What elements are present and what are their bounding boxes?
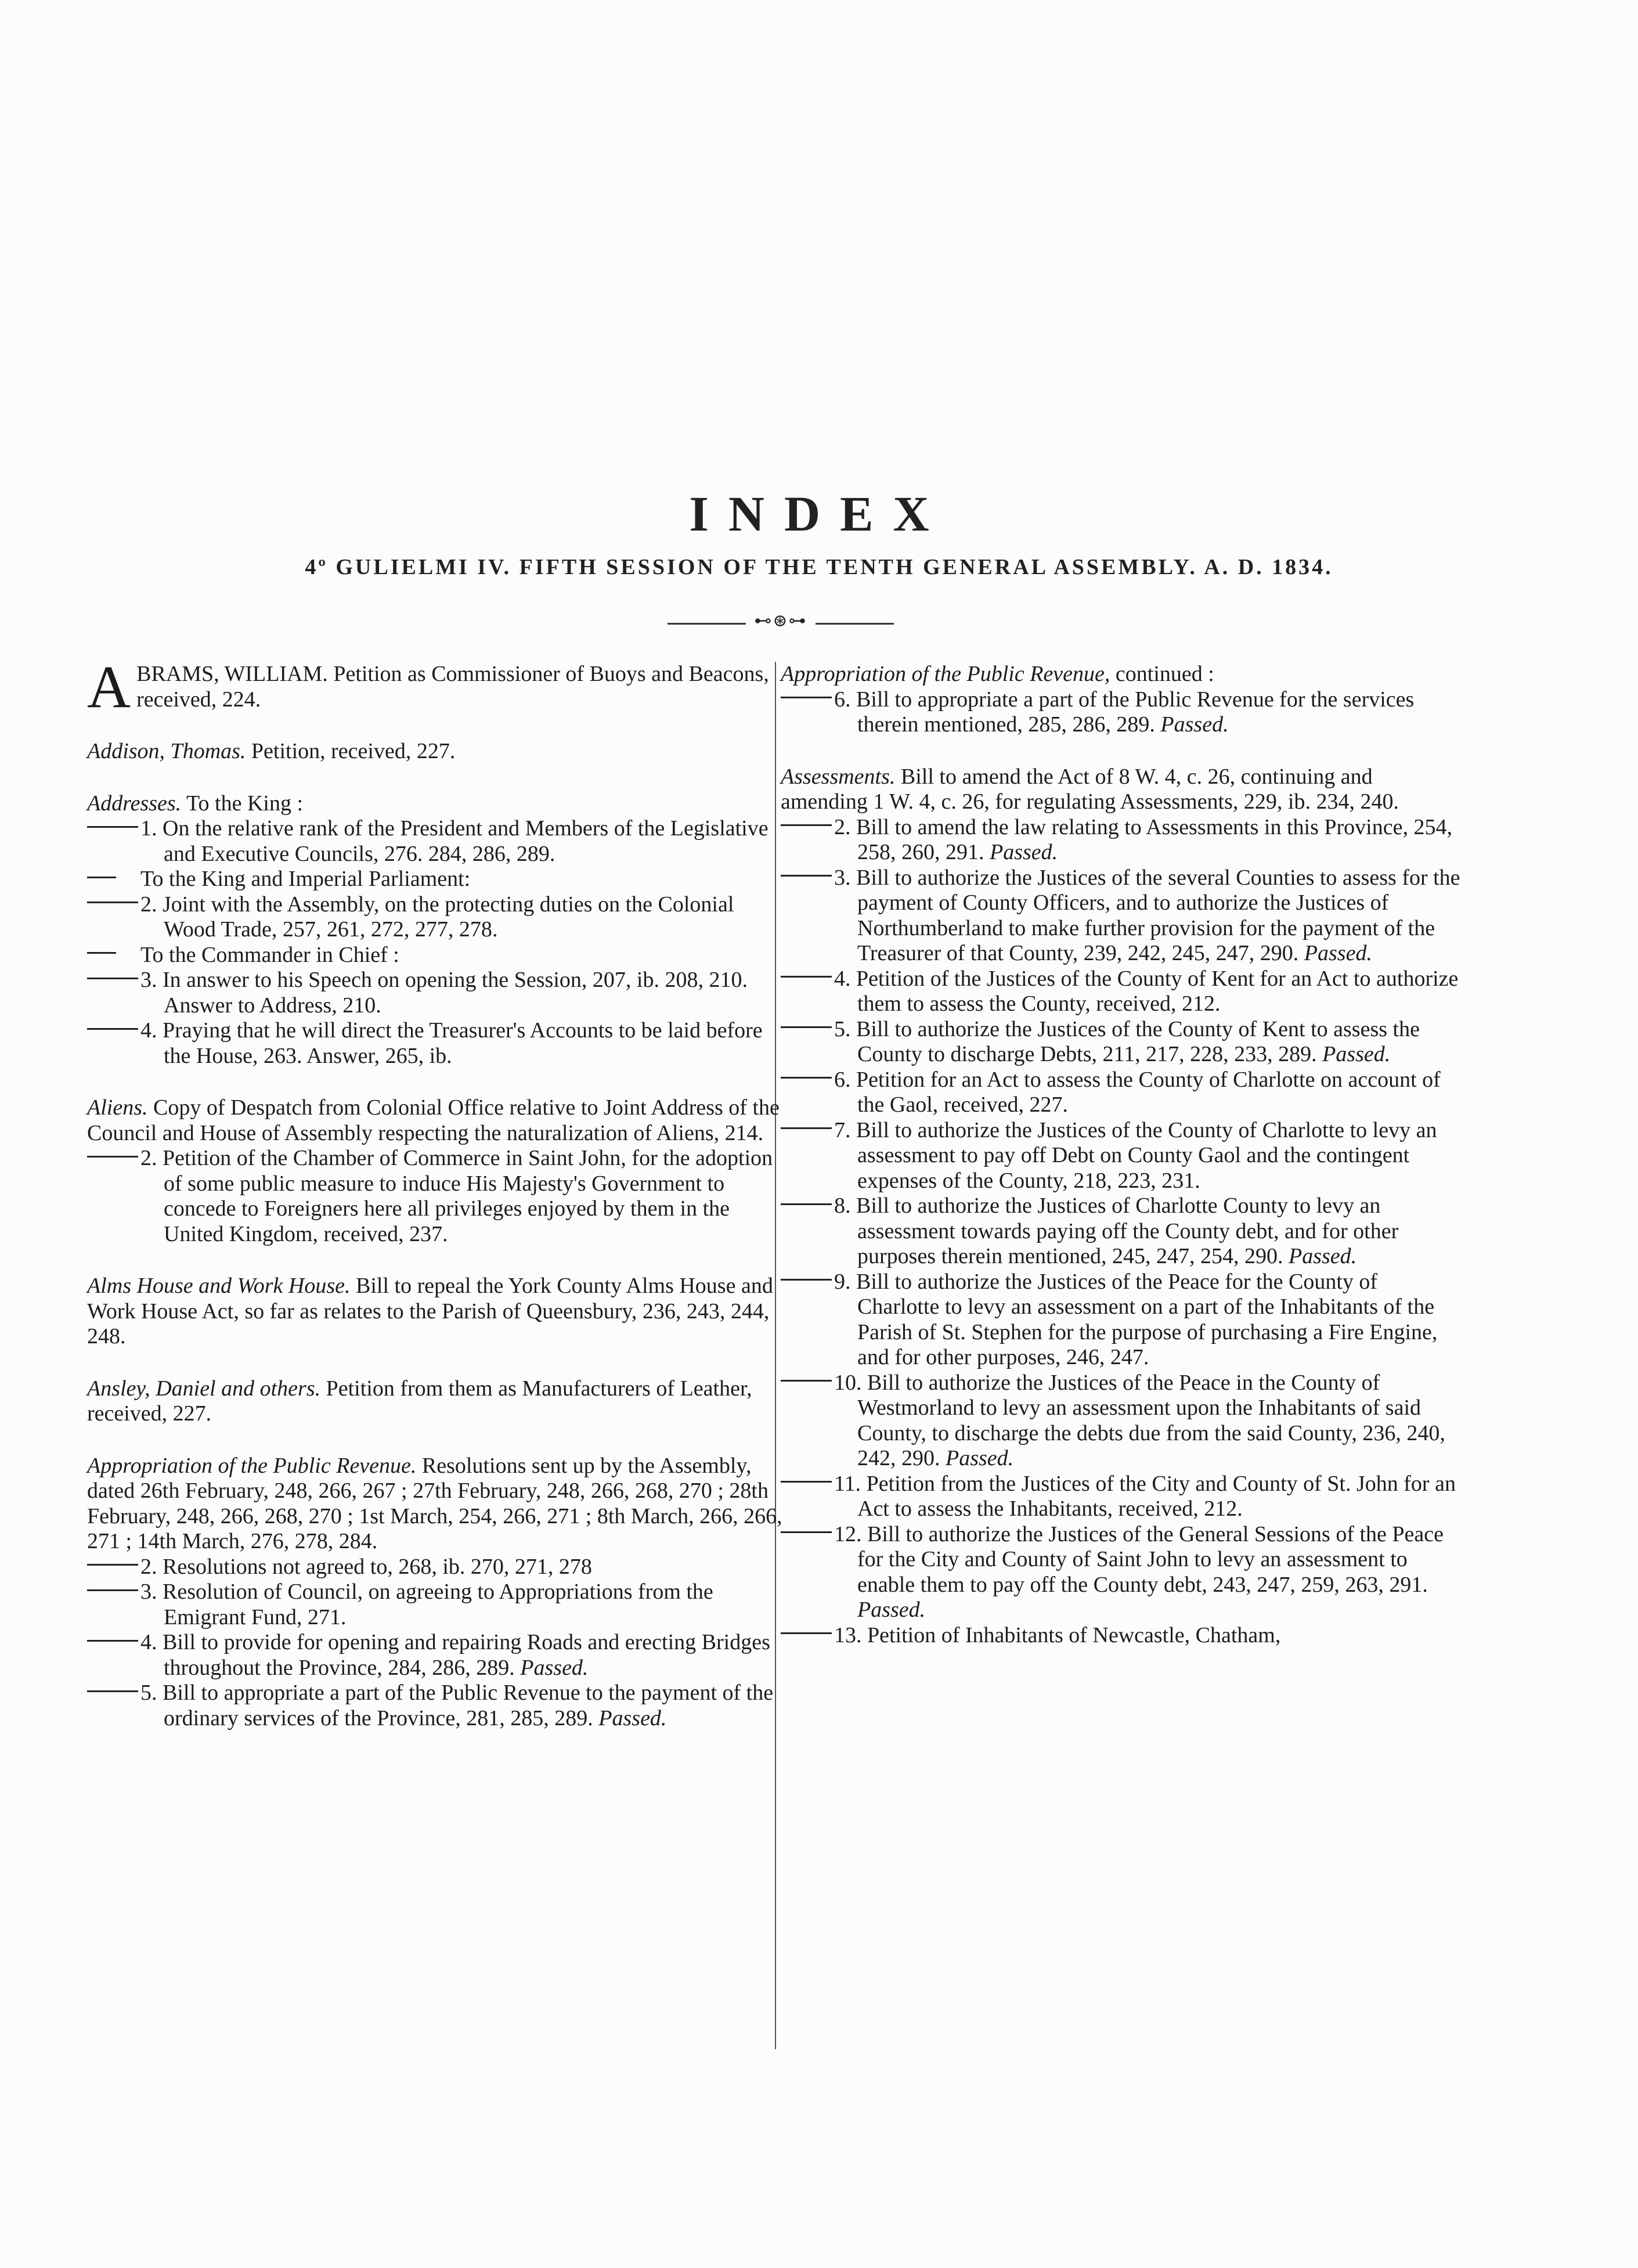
page-subtitle: 4º GULIELMI IV. FIFTH SESSION OF THE TENTH GENERAL ASSEMBLY. A. D. 1834.	[305, 555, 1333, 579]
entry-ansley	[87, 1376, 786, 1427]
sub-item: 13. Petition of Inhabitants of Newcastle, Chatham,	[781, 1623, 1463, 1649]
entry-heading: Appropriation of the Public Revenue,	[781, 662, 1110, 686]
entry-text: To the King :	[181, 791, 304, 816]
sub-item: 6. Bill to appropriate a part of the Public Revenue for the services therein mentioned, 285, 286, 289. Passed.	[781, 687, 1463, 738]
entry-heading: Addison, Thomas.	[87, 739, 246, 763]
right-column	[781, 662, 1463, 1675]
entry-appropriation-continued	[781, 662, 1463, 738]
rule-right	[816, 623, 894, 625]
sub-item: 9. Bill to authorize the Justices of the Peace for the County of Charlotte to levy an assessment on a part of the Inhabitants of the Parish of St. Stephen for the purpose of purchasing a Fire Engine, and for other purposes, 246, 247.	[781, 1270, 1463, 1371]
sub-item: 8. Bill to authorize the Justices of Charlotte County to levy an assessment towards paying off the County debt, and for other purposes therein mentioned, 245, 247, 254, 290. Passed.	[781, 1194, 1463, 1270]
entry-heading: Aliens.	[87, 1095, 148, 1120]
sub-item: 4. Petition of the Justices of the County of Kent for an Act to authorize them to assess the County, received, 212.	[781, 967, 1463, 1017]
drop-cap: A	[87, 654, 131, 720]
entry-addison	[87, 739, 786, 765]
entry-text: Petition from them as Manufacturers of Leather, received, 227.	[87, 1376, 752, 1426]
sub-item: 2. Joint with the Assembly, on the protecting duties on the Colonial Wood Trade, 257, 261, 272, 277, 278.	[87, 892, 786, 943]
sub-item: 2. Petition of the Chamber of Commerce in Saint John, for the adoption of some public measure to induce His Majesty's Government to concede to Foreigners here all privileges enjoyed by them in the United Kingdom, received, 237.	[87, 1146, 786, 1247]
entry-heading: Appropriation of the Public Revenue.	[87, 1453, 417, 1478]
entry-text: Resolutions sent up by the Assembly, dated 26th February, 248, 266, 267 ; 27th February, 248, 266, 268, 270 ; 28th February, 248, 266, 268, 270 ; 1st March, 254, 266, 271 ; 8th March, 266, 266, 271 ; 14th March, 276, 278, 284.	[87, 1453, 782, 1553]
sub-item: 5. Bill to authorize the Justices of the County of Kent to assess the County to discharge Debts, 211, 217, 228, 233, 289. Passed.	[781, 1017, 1463, 1068]
entry-assessments	[781, 765, 1463, 1649]
entry-heading: BRAMS, WILLIAM.	[136, 662, 328, 686]
entry-heading: Ansley, Daniel and others.	[87, 1376, 321, 1401]
sub-item: 2. Resolutions not agreed to, 268, ib. 270, 271, 278	[87, 1555, 786, 1580]
entry-addresses	[87, 791, 786, 1069]
entry-aliens	[87, 1095, 786, 1247]
ornament-rule	[668, 611, 894, 634]
entry-heading: Assessments.	[781, 764, 896, 789]
page-title: INDEX	[689, 486, 949, 542]
rule-left	[668, 623, 746, 625]
sub-item: 3. Bill to authorize the Justices of the several Counties to assess for the payment of County Officers, and to authorize the Justices of Northumberland to make further provision for the payment of the Treasurer of that County, 239, 242, 245, 247, 290. Passed.	[781, 866, 1463, 967]
entry-text: continued :	[1110, 662, 1214, 686]
entry-abrams	[87, 654, 786, 720]
sub-item: 7. Bill to authorize the Justices of the County of Charlotte to levy an assessment to pay off Debt on County Gaol and the contingent expenses of the County, 218, 223, 231.	[781, 1118, 1463, 1194]
ornament-glyph: ⊷⊛⊶	[754, 611, 807, 630]
sub-item: 3. Resolution of Council, on agreeing to Appropriations from the Emigrant Fund, 271.	[87, 1580, 786, 1630]
entry-alms-house	[87, 1274, 786, 1350]
sub-item: 1. On the relative rank of the President and Members of the Legislative and Executive Councils, 276. 284, 286, 289.	[87, 816, 786, 867]
entry-text: Bill to amend the Act of 8 W. 4, c. 26, continuing and amending 1 W. 4, c. 26, for regulating Assessments, 229, ib. 234, 240.	[781, 764, 1399, 814]
entry-text: Petition as Commissioner of Buoys and Beacons, received, 224.	[136, 662, 769, 712]
sub-heading: To the King and Imperial Parliament:	[87, 867, 786, 892]
sub-item: 11. Petition from the Justices of the City and County of St. John for an Act to assess the Inhabitants, received, 212.	[781, 1472, 1463, 1522]
left-column	[87, 654, 786, 1758]
sub-item: 3. In answer to his Speech on opening the Session, 207, ib. 208, 210. Answer to Address, 210.	[87, 968, 786, 1018]
sub-item: 2. Bill to amend the law relating to Assessments in this Province, 254, 258, 260, 291. Passed.	[781, 815, 1463, 866]
sub-item: 6. Petition for an Act to assess the County of Charlotte on account of the Gaol, received, 227.	[781, 1068, 1463, 1118]
entry-text: Petition, received, 227.	[246, 739, 456, 763]
sub-item: 4. Bill to provide for opening and repairing Roads and erecting Bridges throughout the Province, 284, 286, 289. Passed.	[87, 1630, 786, 1681]
entry-heading: Addresses.	[87, 791, 182, 816]
sub-heading: To the Commander in Chief :	[87, 943, 786, 968]
sub-item: 5. Bill to appropriate a part of the Public Revenue to the payment of the ordinary services of the Province, 281, 285, 289. Passed.	[87, 1681, 786, 1731]
sub-item: 10. Bill to authorize the Justices of the Peace in the County of Westmorland to levy an assessment upon the Inhabitants of said County, to discharge the debts due from the said County, 236, 240, 242, 290. Passed.	[781, 1371, 1463, 1472]
entry-heading: Alms House and Work House.	[87, 1274, 351, 1298]
sub-item: 4. Praying that he will direct the Treasurer's Accounts to be laid before the House, 263. Answer, 265, ib.	[87, 1018, 786, 1069]
entry-text: Bill to repeal the York County Alms House and Work House Act, so far as relates to the Parish of Queensbury, 236, 243, 244, 248.	[87, 1274, 773, 1348]
entry-appropriation	[87, 1454, 786, 1732]
entry-text: Copy of Despatch from Colonial Office relative to Joint Address of the Council and House of Assembly respecting the naturalization of Aliens, 214.	[87, 1095, 780, 1145]
sub-item: 12. Bill to authorize the Justices of the General Sessions of the Peace for the City and County of Saint John to levy an assessment to enable them to pay off the County debt, 243, 247, 259, 263, 291. Passed.	[781, 1522, 1463, 1623]
